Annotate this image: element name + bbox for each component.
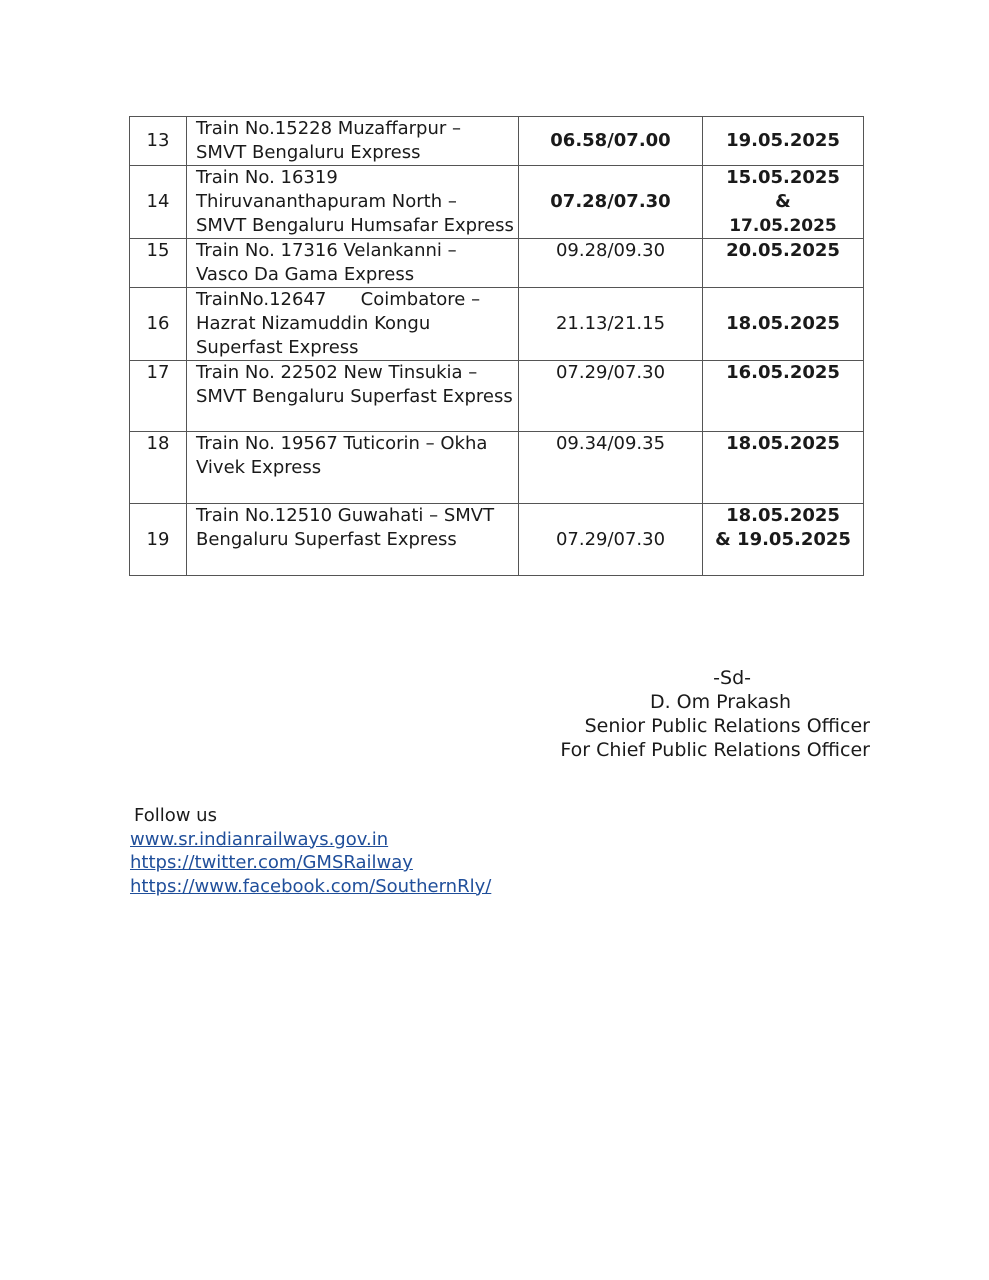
train-name: Train No.15228 Muzaffarpur – SMVT Bengaluru Express (187, 117, 519, 166)
serial-number: 16 (130, 288, 187, 361)
follow-us-section (130, 804, 491, 898)
table-row (130, 117, 864, 166)
travel-date: 18.05.2025 (703, 432, 864, 504)
travel-date: 15.05.2025 & 17.05.2025 (703, 166, 864, 239)
table-row (130, 504, 864, 576)
arrival-departure-time: 07.29/07.30 (519, 361, 703, 432)
travel-date: 18.05.2025 & 19.05.2025 (703, 504, 864, 576)
signature-block (560, 666, 870, 762)
train-name: Train No. 17316 Velankanni – Vasco Da Gama Express (187, 239, 519, 288)
facebook-link[interactable]: https://www.facebook.com/SouthernRly/ (130, 875, 492, 897)
on-behalf-of: For Chief Public Relations Officer (560, 739, 870, 761)
travel-date: 20.05.2025 (703, 239, 864, 288)
serial-number: 14 (130, 166, 187, 239)
arrival-departure-time: 09.34/09.35 (519, 432, 703, 504)
travel-date: 18.05.2025 (703, 288, 864, 361)
serial-number: 17 (130, 361, 187, 432)
train-name: Train No. 16319 Thiruvananthapuram North – SMVT Bengaluru Humsafar Express (187, 166, 519, 239)
train-name: Train No. 19567 Tuticorin – Okha Vivek Express (187, 432, 519, 504)
follow-us-title: Follow us (134, 805, 217, 826)
table-row (130, 288, 864, 361)
table-row (130, 432, 864, 504)
twitter-link[interactable]: https://twitter.com/GMSRailway (130, 852, 413, 873)
serial-number: 18 (130, 432, 187, 504)
serial-number: 15 (130, 239, 187, 288)
serial-number: 19 (130, 504, 187, 576)
train-schedule-table (129, 116, 864, 576)
arrival-departure-time: 07.29/07.30 (519, 504, 703, 576)
arrival-departure-time: 07.28/07.30 (519, 166, 703, 239)
arrival-departure-time: 21.13/21.15 (519, 288, 703, 361)
serial-number: 13 (130, 117, 187, 166)
arrival-departure-time: 09.28/09.30 (519, 239, 703, 288)
train-name: TrainNo.12647 Coimbatore – Hazrat Nizamuddin Kongu Superfast Express (187, 288, 519, 361)
signature-mark: -Sd- (713, 667, 751, 689)
travel-date: 16.05.2025 (703, 361, 864, 432)
arrival-departure-time: 06.58/07.00 (519, 117, 703, 166)
table-row (130, 166, 864, 239)
train-name: Train No. 22502 New Tinsukia – SMVT Bengaluru Superfast Express (187, 361, 519, 432)
website-link[interactable]: www.sr.indianrailways.gov.in (130, 828, 389, 850)
table-row (130, 239, 864, 288)
officer-name: D. Om Prakash (649, 691, 791, 713)
officer-designation: Senior Public Relations Officer (584, 715, 870, 737)
table-row (130, 361, 864, 432)
train-name: Train No.12510 Guwahati – SMVT Bengaluru Superfast Express (187, 504, 519, 576)
travel-date: 19.05.2025 (703, 117, 864, 166)
